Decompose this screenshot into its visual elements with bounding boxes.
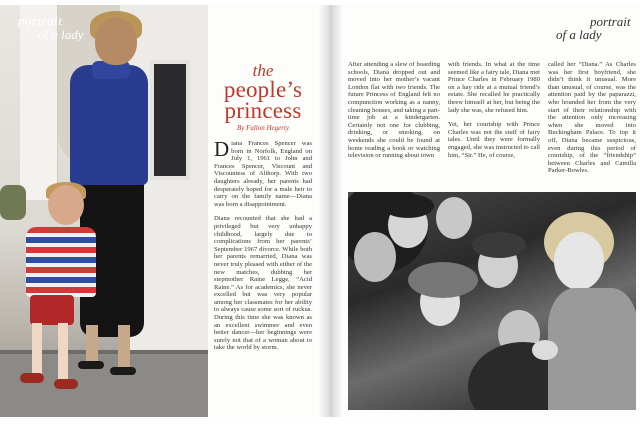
paragraph-1 bbox=[214, 137, 312, 208]
title-the: the bbox=[252, 61, 274, 80]
right-text-column-1 bbox=[348, 61, 440, 167]
figure-shoe bbox=[110, 367, 136, 375]
paragraph-2: Diana recounted that she had a privileged but very unhappy childhood, largely due to complications from her parents’ September 1967 divorce. While both her parents remarried, Diana was never truly pleased with either of the new matches, dubbing her stepmother Raine Legge, “Acid Raine.” As for academics, she never excelled but was very popular among her classmates for her ability to always cause some sort of ruckus. During this time she was known as an excellent swimmer and even better dancer—her beginnings were surely not that of a woman about to take the world by storm. bbox=[214, 215, 312, 352]
crowd-face bbox=[436, 197, 472, 239]
figure-head bbox=[95, 17, 137, 65]
drop-cap: D bbox=[214, 137, 230, 161]
kicker-portrait: portrait bbox=[18, 13, 63, 28]
boy-head bbox=[48, 185, 84, 225]
boy-shoe bbox=[54, 379, 78, 389]
photo-window bbox=[150, 60, 190, 180]
crowd-face bbox=[354, 232, 396, 282]
boy-shorts bbox=[30, 295, 74, 325]
boy-sweater bbox=[26, 227, 96, 297]
photo-diana-walking bbox=[0, 5, 208, 417]
figure-jacket bbox=[70, 65, 148, 185]
boy-leg bbox=[32, 323, 42, 375]
column-1-text: After attending a slew of boarding schools, Diana dropped out and moved into her mother’s vacant London flat with two friends. The future Princess of England felt no compunction working as a nanny, cleaning houses, and taking a part-time job at a kindergarten. Certainly not one for clubbing, drinking, or smoking, on weekends she could be found at home reading a book or watching television or running about town bbox=[348, 61, 440, 160]
kicker-of-a-lady: of a lady bbox=[38, 27, 84, 42]
diana-coat bbox=[548, 288, 636, 410]
crowd-hair bbox=[382, 194, 434, 218]
column-2-text-a: with friends. In what at the time seemed like a fairy tale, Diana met Prince Charles in February 1980 on a hay ride at a mutual friend’s estate. She recalled he practically threw himself at her, but being the lady she was, she refused him. bbox=[448, 61, 540, 114]
right-page bbox=[344, 5, 640, 417]
column-3-text: called her “Diana.” As Charles was her first boyfriend, she didn’t think it unusual. More than unusual, of course, was the attention paid by the paparazzi, who hounded her from the very start of their relationship with the attention only increasing when she moved into Buckingham Palace. To top it off, Diana became suspicious, even during this period of courtship, of the “friendship” between Charles and Camilla Parker-Bowles. bbox=[548, 61, 636, 175]
page-gutter bbox=[318, 5, 344, 417]
kicker-of-a-lady-right: of a lady bbox=[556, 27, 602, 42]
column-2-text-b: Yet, her courtship with Prince Charles was not the stuff of fairy tales. Until they were formally engaged, she was instructed to call him, “Sir.” He, of course, bbox=[448, 121, 540, 159]
byline: By Fallon Hegerty bbox=[236, 124, 290, 132]
handshake bbox=[532, 340, 558, 360]
right-text-column-2 bbox=[448, 61, 540, 166]
diana-face bbox=[554, 232, 604, 290]
title-princess: princess bbox=[224, 98, 302, 123]
article-title-block bbox=[212, 63, 314, 132]
photo-shrub bbox=[0, 185, 26, 220]
figure-leg bbox=[86, 325, 98, 365]
figure-shoe bbox=[78, 361, 104, 369]
crowd-hat bbox=[408, 262, 478, 298]
kicker-portrait-right: portrait bbox=[590, 14, 631, 29]
crowd-hair bbox=[472, 232, 526, 258]
title-peoples: people’s bbox=[223, 77, 303, 102]
boy-shoe bbox=[20, 373, 44, 383]
photo-diana-crowd bbox=[348, 192, 636, 410]
left-page bbox=[0, 5, 318, 417]
left-text-column bbox=[214, 137, 312, 359]
figure-leg bbox=[118, 325, 130, 370]
right-text-column-3 bbox=[548, 61, 636, 182]
boy-leg bbox=[58, 323, 68, 381]
paragraph-1-text: iana Frances Spencer was born in Norfolk, England on July 1, 1961 to John and Frances Spencer, Viscount and Viscountess of Althorp. With two daughters already, her parents had desperately hoped for a male heir to carry on the family name—Diana was born a disappointment. bbox=[214, 140, 312, 208]
